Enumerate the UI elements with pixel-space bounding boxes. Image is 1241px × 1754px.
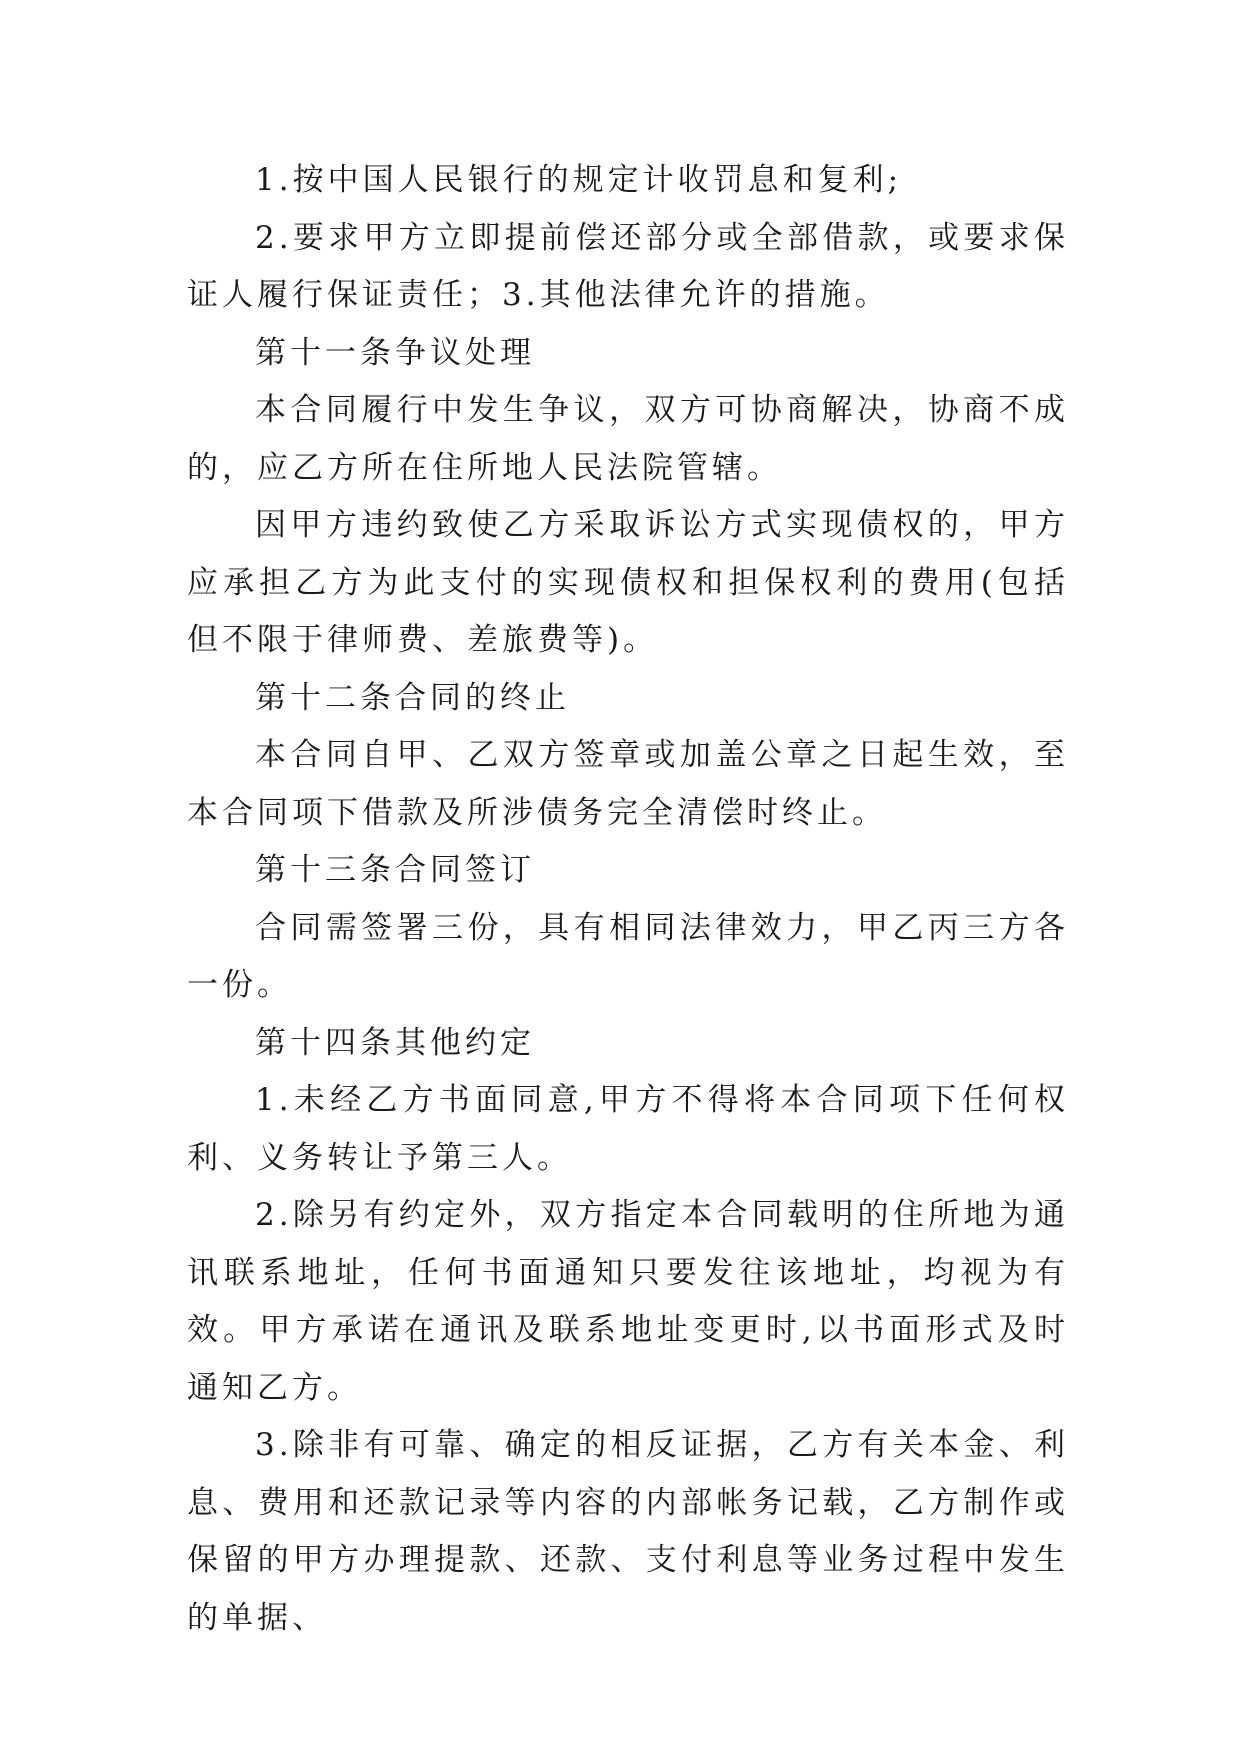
article-11-litigation-costs: 因甲方违约致使乙方采取诉讼方式实现债权的，甲方应承担乙方为此支付的实现债权和担保权利的费用(包括但不限于律师费、差旅费等)。 — [187, 507, 1069, 658]
article-11-heading: 第十一条争议处理 — [255, 334, 535, 371]
article-13-heading: 第十三条合同签订 — [255, 852, 535, 888]
article-13-signing: 合同需签署三份，具有相同法律效力，甲乙丙三方各一份。 — [187, 909, 1069, 1003]
article-14-heading: 第十四条其他约定 — [255, 1024, 535, 1061]
article-14-item-2: 2.除另有约定外，双方指定本合同载明的住所地为通讯联系地址，任何书面通知只要发往该地址，均视为有效。甲方承诺在通讯及联系地址变更时,以书面形式及时通知乙方。 — [187, 1197, 1069, 1406]
article-11-dispute-resolution: 本合同履行中发生争议，双方可协商解决，协商不成的，应乙方所在住所地人民法院管辖。 — [187, 392, 1069, 486]
clause-penalty-interest: 1.按中国人民银行的规定计收罚息和复利; — [255, 162, 903, 198]
article-14-item-1: 1.未经乙方书面同意,甲方不得将本合同项下任何权利、义务转让予第三人。 — [187, 1082, 1069, 1176]
contract-body — [187, 152, 1069, 1647]
clause-early-repayment: 2.要求甲方立即提前偿还部分或全部借款，或要求保证人履行保证责任；3.其他法律允许的措施。 — [187, 219, 1069, 313]
article-14-item-3: 3.除非有可靠、确定的相反证据，乙方有关本金、利息、费用和还款记录等内容的内部帐务记载，乙方制作或保留的甲方办理提款、还款、支付利息等业务过程中发生的单据、 — [187, 1427, 1069, 1636]
article-12-termination: 本合同自甲、乙双方签章或加盖公章之日起生效，至本合同项下借款及所涉债务完全清偿时终止。 — [187, 737, 1069, 831]
article-12-heading: 第十二条合同的终止 — [255, 679, 570, 716]
